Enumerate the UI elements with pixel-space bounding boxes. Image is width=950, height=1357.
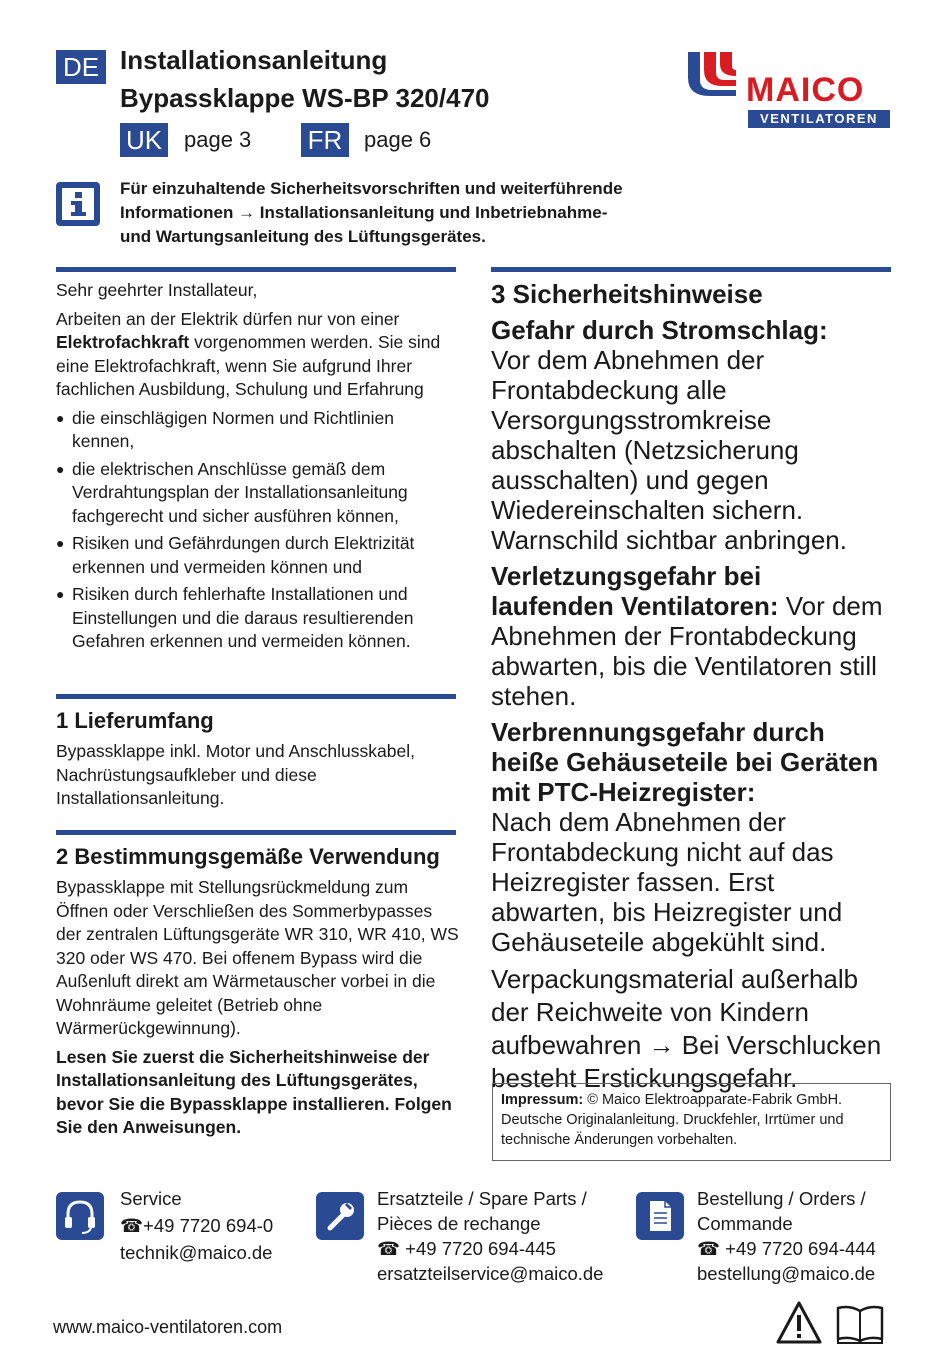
section-1-title: 1 Lieferumfang [56,708,214,733]
language-badge-fr[interactable]: FR [301,123,349,157]
section-divider [56,267,456,272]
open-book-icon [834,1303,886,1345]
hazard-fans: Verletzungsgefahr bei laufenden Ventilatoren: Vor dem Abnehmen der Frontabdeckung abwarten, bis die Ventilatoren still stehen. [491,561,883,711]
language-badge-uk[interactable]: UK [120,123,168,157]
parts-phone[interactable]: ☎ +49 7720 694-445 [377,1238,556,1259]
wrench-icon [316,1192,364,1240]
packaging-warning: Verpackungsmaterial außerhalb der Reichweite von Kindern aufbewahren → Bei Verschlucken besteht Erstickungsgefahr. [491,964,882,1093]
section-2-title: 2 Bestimmungsgemäße Verwendung [56,844,440,869]
section-2-instruction: Lesen Sie zuerst die Sicherheitshinweise der Installationsanleitung des Lüftungsgerätes, bevor Sie die Bypassklappe installieren. Folgen Sie den Anweisungen. [56,1046,452,1137]
hazard-electric: Gefahr durch Stromschlag: Vor dem Abnehmen der Frontabdeckung alle Versorgungsstromkreise abschalten (Netzsicherung ausschalten) und gegen Wiedereinschalten sichern. Warnschild sichtbar anbringen. [491,315,847,555]
list-item: ● die elektrischen Anschlüsse gemäß dem Verdrahtungsplan der Installationsanleitung fachgerecht und sicher ausführen können, [56,458,461,529]
service-contact: Service ☎+49 7720 694-0 technik@maico.de [120,1188,274,1263]
maico-logo-subtitle: VENTILATOREN [748,110,890,128]
list-item: ● die einschlägigen Normen und Richtlinien kennen, [56,407,461,454]
list-item: ● Risiken durch fehlerhafte Installationen und Einstellungen und die daraus resultierenden Gefahren erkennen und vermeiden können. [56,583,461,654]
section-2-text: Bypassklappe mit Stellungsrückmeldung zum Öffnen oder Verschließen des Sommerbypasses der zentralen Lüftungsgeräte WR 310, WR 410, WS 320 oder WS 470. Bei offenem Bypass wird die Außenluft direkt am Wärmetauscher vorbei in die Wohnräume geleitet (Betrieb ohne Wärmerückgewinnung). [56,877,459,1038]
orders-email[interactable]: bestellung@maico.de [697,1263,876,1284]
language-badge-de: DE [56,50,106,84]
intro-section [56,279,461,658]
qualification-list [56,407,461,654]
section-divider [56,694,456,699]
section-divider [491,267,891,272]
info-note: Für einzuhaltende Sicherheitsvorschriften und weiterführende Informationen → Installationsanleitung und Inbetriebnahme- und Wartungsanleitung des Lüftungsgerätes. [120,179,623,246]
impressum-box: Impressum: © Maico Elektroapparate-Fabrik GmbH. Deutsche Originalanleitung. Druckfehler, Irrtümer und technische Änderungen vorbehalten. [492,1083,891,1161]
headset-icon [56,1192,104,1240]
section-3-title: 3 Sicherheitshinweise [491,279,763,309]
parts-contact: Ersatzteile / Spare Parts / Pièces de rechange ☎ +49 7720 694-445 ersatzteilservice@maico.de [377,1188,604,1284]
service-phone[interactable]: ☎+49 7720 694-0 [120,1215,274,1236]
service-email[interactable]: technik@maico.de [120,1242,273,1263]
fr-page-ref[interactable]: page 6 [364,127,432,152]
product-title: Bypassklappe WS-BP 320/470 [120,83,490,113]
maico-logo-mark [686,50,738,98]
warning-triangle-icon [776,1300,822,1346]
safety-section [491,277,891,1101]
orders-phone[interactable]: ☎ +49 7720 694-444 [697,1238,876,1259]
uk-page-ref[interactable]: page 3 [184,127,252,152]
hazard-burn: Verbrennungsgefahr durch heiße Gehäuseteile bei Geräten mit PTC-Heizregister: Nach dem Abnehmen der Frontabdeckung nicht auf das Heizregister fassen. Erst abwarten, bis Heizregister und Gehäuseteile abgekühlt sind. [491,717,879,957]
document-title: Installationsanleitung [120,45,388,75]
website-link[interactable]: www.maico-ventilatoren.com [53,1317,283,1337]
intro-paragraph: Arbeiten an der Elektrik dürfen nur von einer Elektrofachkraft vorgenommen werden. Sie sind eine Elektrofachkraft, wenn Sie aufgrund Ihrer fachlichen Ausbildung, Schulung und Erfahrung [56,308,441,399]
orders-contact: Bestellung / Orders / Commande ☎ +49 7720 694-444 bestellung@maico.de [697,1188,876,1284]
list-item: ● Risiken und Gefährdungen durch Elektrizität erkennen und vermeiden können und [56,532,461,579]
document-icon [636,1192,684,1240]
info-icon [56,182,100,226]
maico-logo-word: MAICO [746,71,865,109]
section-2-body [56,876,461,1145]
section-1-text: Bypassklappe inkl. Motor und Anschlusskabel, Nachrüstungsaufkleber und diese Installationsanleitung. [56,741,415,808]
greeting: Sehr geehrter Installateur, [56,280,258,300]
parts-email[interactable]: ersatzteilservice@maico.de [377,1263,604,1284]
section-divider [56,830,456,835]
